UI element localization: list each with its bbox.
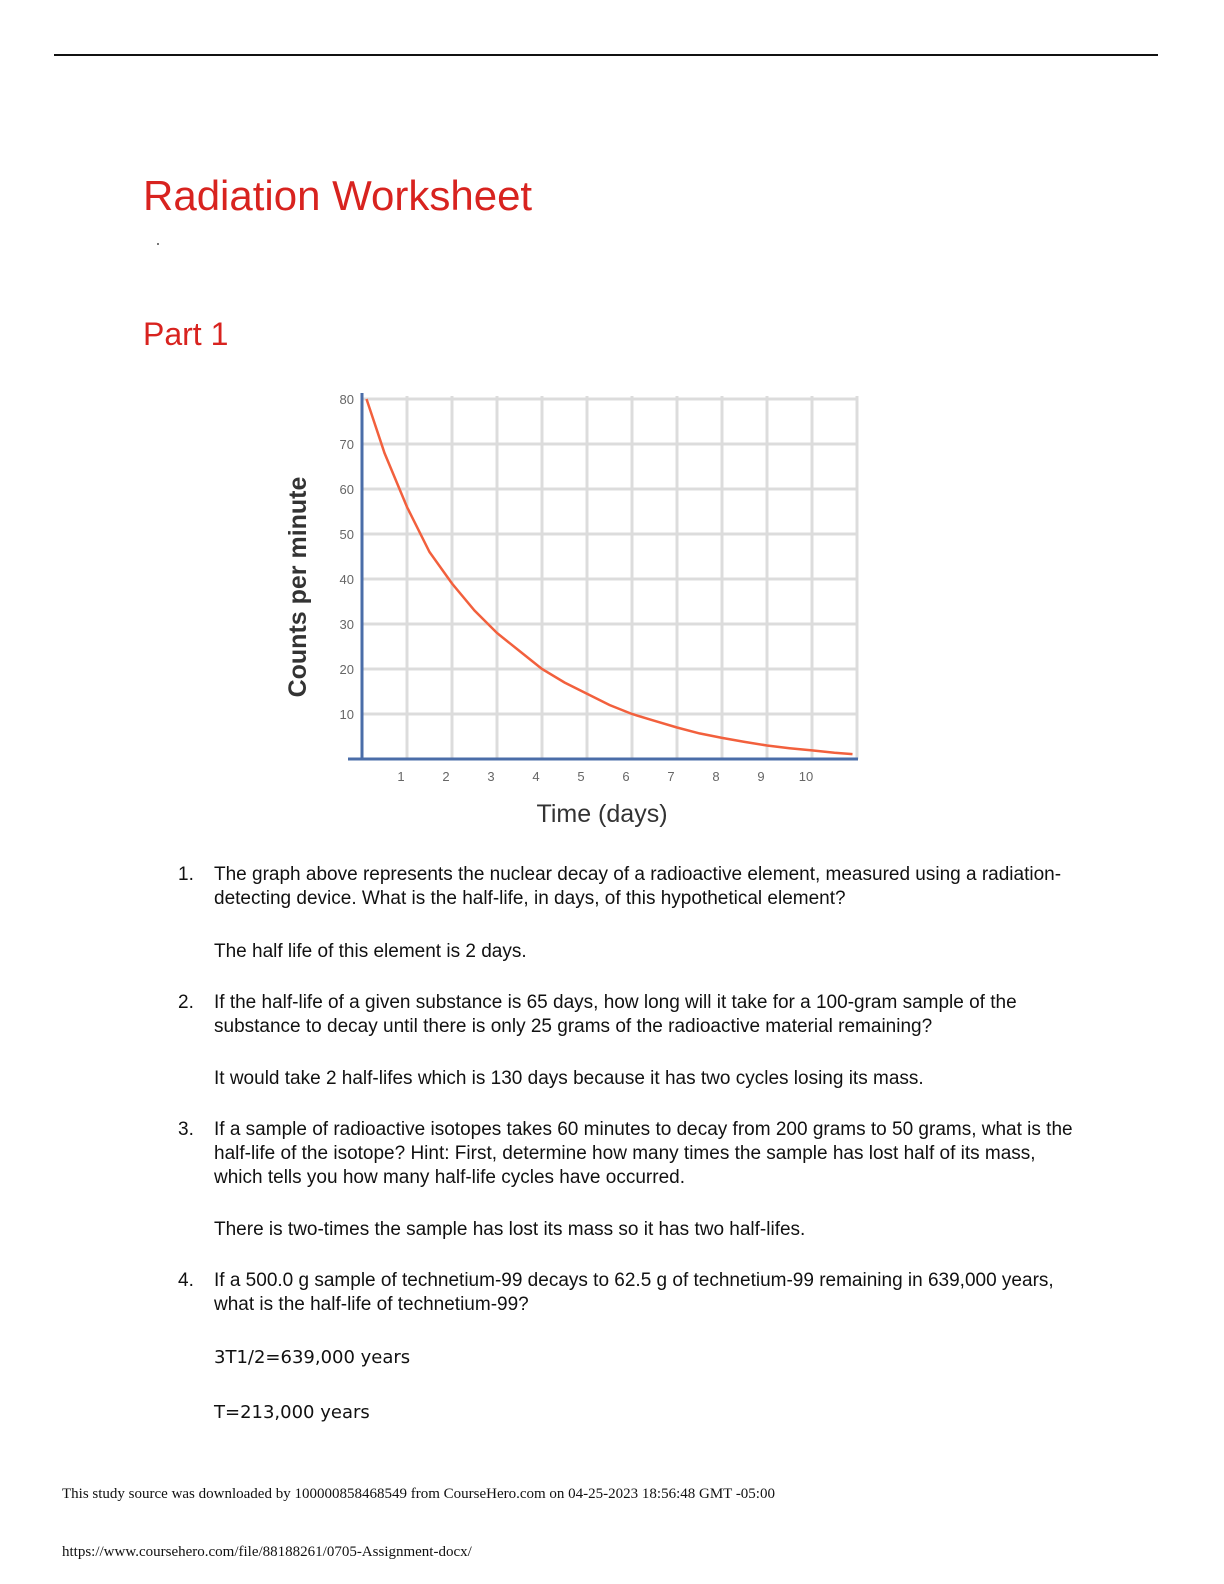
question-number: 2. (178, 992, 194, 1013)
x-tick-label: 2 (442, 769, 450, 784)
page-title: Radiation Worksheet (143, 172, 533, 219)
x-tick-label: 6 (622, 769, 630, 784)
y-tick-label: 80 (339, 392, 354, 407)
answer-4-line-2: T=213,000 years (214, 1402, 370, 1423)
top-rule (54, 54, 1158, 56)
y-tick-label: 20 (339, 662, 354, 677)
question-text: If the half-life of a given substance is 65 days, how long will it take for a 100-gram sample of the substance to decay until there is only 25 grams of the radioactive material remaining? (214, 992, 1017, 1037)
x-tick-label: 1 (397, 769, 405, 784)
y-tick-label: 30 (339, 617, 354, 632)
answer-2: It would take 2 half-lifes which is 130 days because it has two cycles losing its mass. (214, 1068, 924, 1089)
x-axis-label: Time (days) (536, 800, 668, 828)
y-tick-label: 10 (339, 707, 354, 722)
y-tick-label: 50 (339, 527, 354, 542)
question-number: 3. (178, 1119, 194, 1140)
question-text: The graph above represents the nuclear decay of a radioactive element, measured using a radiation-detecting device. What is the half-life, in days, of this hypothetical element? (214, 864, 1062, 909)
x-tick-label: 4 (532, 769, 540, 784)
y-tick-label: 70 (339, 437, 354, 452)
decorative-dot (157, 243, 159, 245)
decay-chart (280, 384, 880, 834)
question-number: 1. (178, 864, 194, 885)
answer-1: The half life of this element is 2 days. (214, 941, 527, 962)
answer-4-line-1: 3T1/2=639,000 years (214, 1347, 411, 1368)
chart-ticks (340, 392, 814, 784)
x-tick-label: 7 (667, 769, 675, 784)
x-tick-label: 10 (798, 769, 814, 784)
chart-axes (348, 393, 858, 760)
y-axis-label: Counts per minute (284, 476, 312, 698)
y-tick-label: 60 (339, 482, 354, 497)
answer-3: There is two-times the sample has lost its mass so it has two half-lifes. (214, 1219, 806, 1240)
x-tick-label: 3 (487, 769, 495, 784)
question-number: 4. (178, 1270, 194, 1291)
x-tick-label: 5 (577, 769, 585, 784)
question-text: If a 500.0 g sample of technetium-99 decays to 62.5 g of technetium-99 remaining in 639,000 years, what is the half-life of technetium-99? (214, 1270, 1054, 1315)
footer-url[interactable]: https://www.coursehero.com/file/88188261/0705-Assignment-docx/ (62, 1544, 472, 1560)
question-text: If a sample of radioactive isotopes takes 60 minutes to decay from 200 grams to 50 grams, what is the half-life of the isotope? Hint: First, determine how many times the sample has lost half of its mass, which tells you how many half-life cycles have occurred. (214, 1119, 1073, 1188)
y-tick-label: 40 (339, 572, 354, 587)
x-tick-label: 8 (712, 769, 720, 784)
footer-source: This study source was downloaded by 100000858468549 from CourseHero.com on 04-25-2023 18:56:48 GMT -05:00 (62, 1486, 775, 1502)
decay-curve (367, 399, 853, 754)
part-heading: Part 1 (143, 316, 229, 352)
x-tick-label: 9 (757, 769, 765, 784)
